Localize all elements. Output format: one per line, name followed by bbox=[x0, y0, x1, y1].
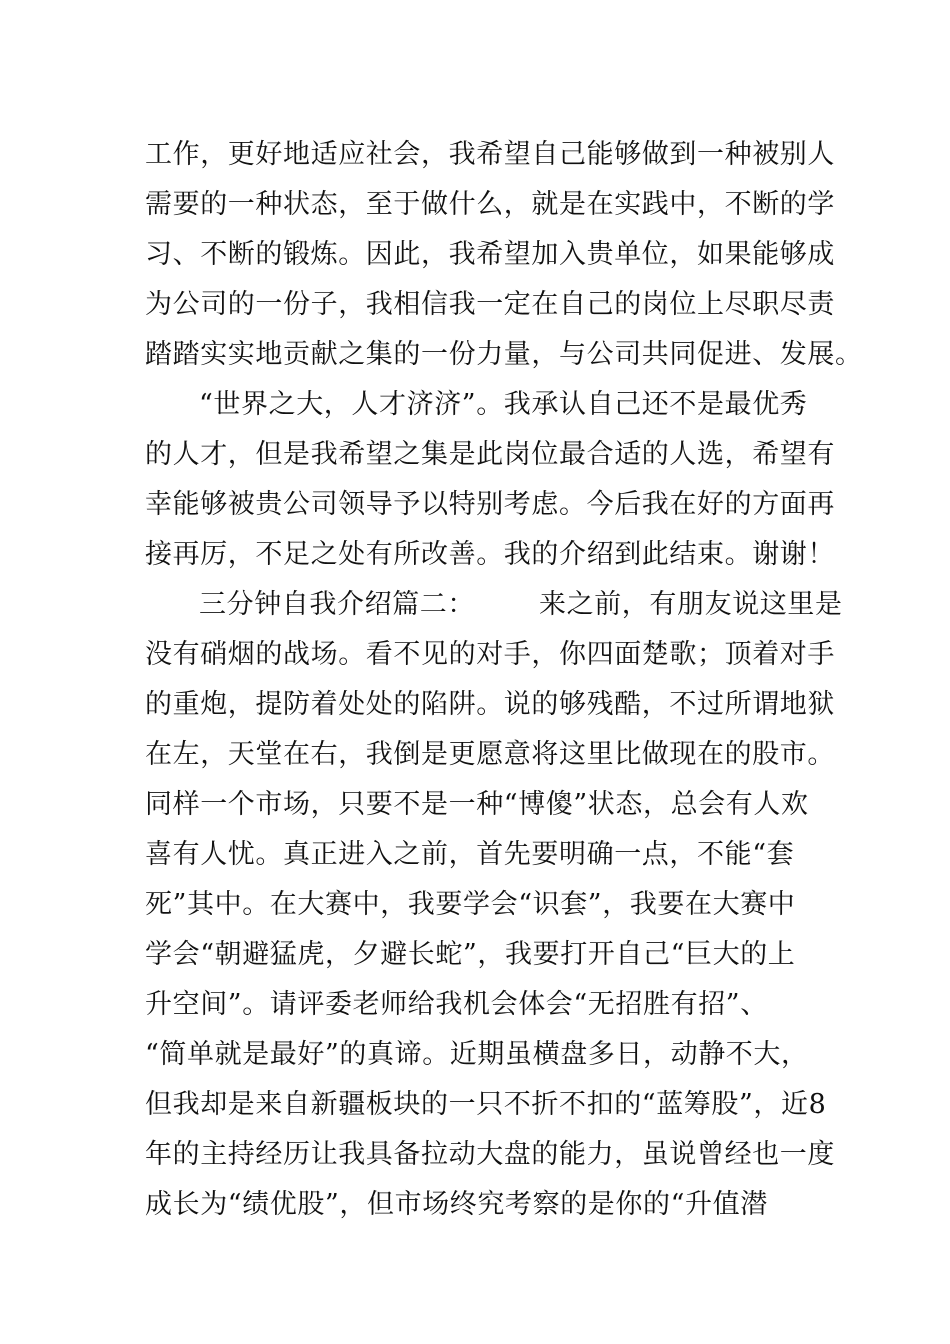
text-line: 习、不断的锻炼。因此，我希望加入贵单位，如果能够成 bbox=[145, 239, 835, 270]
text-line: 在左，天堂在右，我倒是更愿意将这里比做现在的股市。 bbox=[145, 739, 835, 770]
text-line: 踏踏实实地贡献之集的一份力量，与公司共同促进、发展。 bbox=[145, 339, 863, 370]
text-line: 的重炮，提防着处处的陷阱。说的够残酷，不过所谓地狱 bbox=[145, 689, 835, 720]
text-line: 接再厉，不足之处有所改善。我的介绍到此结束。谢谢！ bbox=[145, 539, 835, 570]
text-line: 为公司的一份子，我相信我一定在自己的岗位上尽职尽责 bbox=[145, 289, 835, 320]
text-line: 死”其中。在大赛中，我要学会“识套”，我要在大赛中 bbox=[145, 889, 796, 920]
section-line bbox=[145, 580, 843, 630]
text-line: 成长为“绩优股”，但市场终究考察的是你的“升值潜 bbox=[145, 1189, 768, 1220]
section-opening: 来之前，有朋友说这里是 bbox=[539, 589, 843, 620]
text-line: 同样一个市场，只要不是一种“博傻”状态，总会有人欢 bbox=[145, 789, 809, 820]
text-line: 需要的一种状态，至于做什么，就是在实践中，不断的学 bbox=[145, 189, 835, 220]
text-line: 喜有人忧。真正进入之前，首先要明确一点，不能“套 bbox=[145, 839, 795, 870]
text-line: 工作，更好地适应社会，我希望自己能够做到一种被别人 bbox=[145, 139, 835, 170]
text-line: “简单就是最好”的真谛。近期虽横盘多日，动静不大， bbox=[145, 1039, 809, 1070]
section-heading: 三分钟自我介绍篇二： bbox=[199, 589, 475, 620]
text-line: 没有硝烟的战场。看不见的对手，你四面楚歌；顶着对手 bbox=[145, 639, 835, 670]
text-line: “世界之大，人才济济”。我承认自己还不是最优秀 bbox=[199, 389, 808, 420]
text-line: 幸能够被贵公司领导予以特别考虑。今后我在好的方面再 bbox=[145, 489, 835, 520]
body-text bbox=[145, 130, 863, 1230]
text-line: 但我却是来自新疆板块的一只不折不扣的“蓝筹股”，近8 bbox=[145, 1089, 827, 1120]
text-line: 的人才，但是我希望之集是此岗位最合适的人选，希望有 bbox=[145, 439, 835, 470]
text-line: 年的主持经历让我具备拉动大盘的能力，虽说曾经也一度 bbox=[145, 1139, 835, 1170]
text-line: 学会“朝避猛虎，夕避长蛇”，我要打开自己“巨大的上 bbox=[145, 939, 796, 970]
text-line: 升空间”。请评委老师给我机会体会“无招胜有招”、 bbox=[145, 989, 768, 1020]
